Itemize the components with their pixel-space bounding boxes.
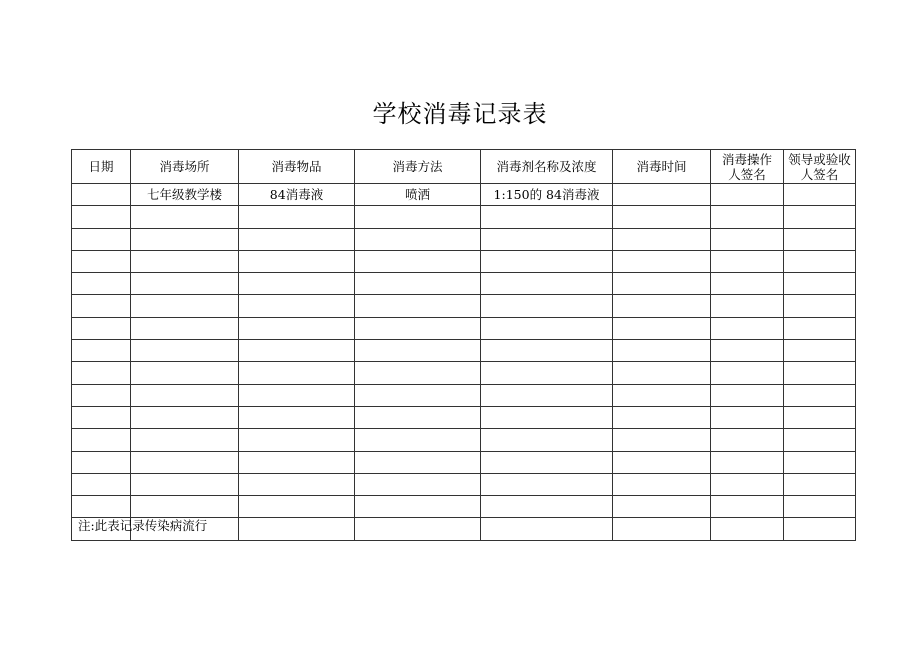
table-cell	[481, 317, 613, 339]
table-cell	[711, 273, 784, 295]
table-cell	[72, 362, 131, 384]
table-cell	[131, 340, 239, 362]
table-cell	[784, 206, 856, 228]
table-cell	[131, 496, 239, 518]
table-cell	[131, 384, 239, 406]
column-header-date: 日期	[72, 150, 131, 184]
table-cell	[239, 429, 355, 451]
column-header-disinfectant: 消毒剂名称及浓度	[481, 150, 613, 184]
table-cell	[239, 362, 355, 384]
table-cell	[239, 317, 355, 339]
table-cell	[784, 496, 856, 518]
table-cell	[613, 406, 711, 428]
table-cell	[613, 496, 711, 518]
table-cell	[711, 451, 784, 473]
table-cell	[481, 406, 613, 428]
table-cell	[131, 406, 239, 428]
table-cell	[784, 273, 856, 295]
table-cell: 七年级教学楼	[131, 184, 239, 206]
table-cell	[355, 362, 481, 384]
column-header-operator-signature: 消毒操作人签名	[711, 150, 784, 184]
table-cell	[72, 184, 131, 206]
table-cell	[784, 317, 856, 339]
table-cell	[481, 473, 613, 495]
table-cell	[711, 473, 784, 495]
table-cell	[711, 496, 784, 518]
table-cell	[355, 406, 481, 428]
table-cell	[239, 295, 355, 317]
table-cell	[72, 206, 131, 228]
table-cell	[239, 206, 355, 228]
table-header-row	[72, 150, 856, 184]
table-cell	[613, 228, 711, 250]
table-cell	[131, 451, 239, 473]
table-cell	[355, 317, 481, 339]
table-cell	[784, 228, 856, 250]
table-cell	[784, 384, 856, 406]
table-cell	[72, 496, 131, 518]
table-cell	[784, 406, 856, 428]
table-cell	[613, 184, 711, 206]
table-cell	[72, 295, 131, 317]
table-cell	[355, 451, 481, 473]
disinfection-record-table	[71, 149, 856, 541]
column-header-supervisor-signature: 领导或验收人签名	[784, 150, 856, 184]
footnote: 注:此表记录传染病流行	[78, 518, 208, 533]
table-row	[72, 384, 856, 406]
table-cell	[355, 206, 481, 228]
table-cell	[131, 228, 239, 250]
table-row	[72, 250, 856, 272]
table-cell	[355, 295, 481, 317]
table-cell	[613, 362, 711, 384]
table-cell	[613, 250, 711, 272]
table-cell	[355, 384, 481, 406]
table-cell	[355, 496, 481, 518]
table-row	[72, 429, 856, 451]
table-cell	[711, 340, 784, 362]
table-cell	[613, 340, 711, 362]
table-cell	[784, 250, 856, 272]
table-cell	[239, 228, 355, 250]
table-cell	[481, 451, 613, 473]
table-cell	[711, 362, 784, 384]
table-cell	[355, 340, 481, 362]
table-cell	[239, 250, 355, 272]
table-cell	[131, 362, 239, 384]
table-cell	[711, 184, 784, 206]
table-cell	[784, 184, 856, 206]
table-cell	[72, 228, 131, 250]
table-cell	[72, 317, 131, 339]
table-cell	[784, 362, 856, 384]
table-cell	[711, 206, 784, 228]
table-cell	[481, 250, 613, 272]
table-cell	[784, 429, 856, 451]
table-row	[72, 295, 856, 317]
table-cell	[72, 429, 131, 451]
table-cell	[481, 518, 613, 540]
table-cell	[131, 206, 239, 228]
page-title: 学校消毒记录表	[372, 100, 548, 128]
table-cell	[481, 206, 613, 228]
table-cell	[613, 518, 711, 540]
table-cell	[72, 384, 131, 406]
table-cell	[72, 406, 131, 428]
table-cell	[613, 273, 711, 295]
table-cell	[613, 317, 711, 339]
column-header-items: 消毒物品	[239, 150, 355, 184]
table-cell	[784, 340, 856, 362]
table-cell	[711, 429, 784, 451]
table-cell	[355, 250, 481, 272]
table-cell	[239, 273, 355, 295]
table-cell	[711, 295, 784, 317]
table-cell: 喷洒	[355, 184, 481, 206]
table-cell	[613, 451, 711, 473]
table-cell	[239, 340, 355, 362]
table-cell	[239, 384, 355, 406]
table-row	[72, 206, 856, 228]
table-cell	[481, 429, 613, 451]
table-cell	[784, 451, 856, 473]
table-body	[72, 184, 856, 541]
table-cell	[613, 206, 711, 228]
column-header-time: 消毒时间	[613, 150, 711, 184]
table-cell	[239, 451, 355, 473]
table-cell	[784, 518, 856, 540]
table-row	[72, 362, 856, 384]
table-row	[72, 340, 856, 362]
table-cell	[131, 295, 239, 317]
table-cell	[131, 273, 239, 295]
table-cell	[72, 250, 131, 272]
table-cell	[784, 295, 856, 317]
column-header-method: 消毒方法	[355, 150, 481, 184]
column-header-location: 消毒场所	[131, 150, 239, 184]
table-cell	[481, 273, 613, 295]
table-cell	[355, 429, 481, 451]
table-cell	[613, 429, 711, 451]
table-cell	[239, 496, 355, 518]
table-row	[72, 406, 856, 428]
table-cell	[711, 518, 784, 540]
table-cell	[711, 384, 784, 406]
table-cell	[131, 429, 239, 451]
table-row	[72, 473, 856, 495]
table-cell	[711, 250, 784, 272]
table-cell	[239, 518, 355, 540]
table-cell	[355, 518, 481, 540]
table-cell	[481, 362, 613, 384]
table-row	[72, 317, 856, 339]
table-cell	[355, 228, 481, 250]
table-cell	[72, 473, 131, 495]
table-cell	[613, 295, 711, 317]
table-cell	[481, 384, 613, 406]
table-cell: 84消毒液	[239, 184, 355, 206]
table-cell	[481, 295, 613, 317]
table-row	[72, 496, 856, 518]
table-cell	[355, 473, 481, 495]
table-cell	[613, 473, 711, 495]
table-cell	[72, 340, 131, 362]
table-cell	[131, 317, 239, 339]
table-cell	[72, 273, 131, 295]
table-cell	[784, 473, 856, 495]
table-cell	[711, 406, 784, 428]
table-cell	[239, 473, 355, 495]
table-cell	[481, 340, 613, 362]
table-cell	[131, 250, 239, 272]
table-row	[72, 451, 856, 473]
table-row	[72, 228, 856, 250]
table-cell	[131, 473, 239, 495]
table-cell	[613, 384, 711, 406]
table-cell	[711, 228, 784, 250]
table-cell: 1:150的 84消毒液	[481, 184, 613, 206]
table-cell	[72, 451, 131, 473]
table-cell	[481, 496, 613, 518]
table-cell	[481, 228, 613, 250]
table-cell	[239, 406, 355, 428]
table-row	[72, 273, 856, 295]
table-cell	[711, 317, 784, 339]
table-cell	[355, 273, 481, 295]
table-row	[72, 184, 856, 206]
